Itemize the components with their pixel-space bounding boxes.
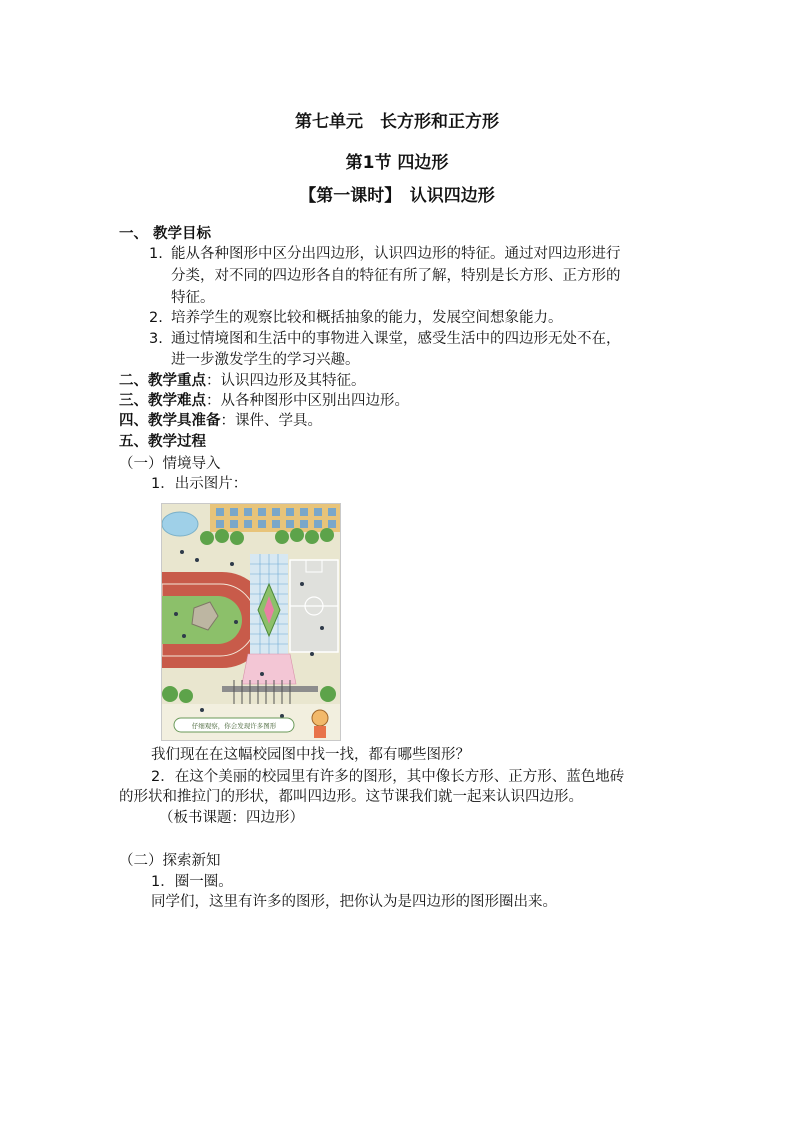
objective-3-line1: 3. 通过情境图和生活中的事物进入课堂，感受生活中的四边形无处不在，	[149, 331, 621, 347]
picture-caption: 仔细观察，你会发现许多图形	[191, 722, 277, 730]
process-heading: 五、教学过程	[119, 434, 206, 450]
question-text: 我们现在在这幅校园图中找一找，都有哪些图形？	[151, 747, 470, 763]
key-point: 二、教学重点：认识四边形及其特征。	[119, 373, 366, 389]
objective-2: 2. 培养学生的观察比较和概括抽象的能力，发展空间想象能力。	[149, 310, 563, 326]
board-note: （板书课题：四边形）	[159, 810, 304, 826]
tools: 四、教学具准备：课件、学具。	[119, 413, 322, 429]
objectives-heading: 一、 教学目标	[119, 226, 212, 242]
objective-3-line2: 进一步激发学生的学习兴趣。	[171, 352, 360, 368]
unit-title: 第七单元 长方形和正方形	[295, 112, 499, 132]
part2-heading: （二）探索新知	[119, 853, 221, 869]
step1-text: 1．出示图片：	[151, 476, 248, 492]
step2-line2: 的形状和推拉门的形状，都叫四边形。这节课我们就一起来认识四边形。	[119, 789, 583, 805]
circle-instruction: 同学们，这里有许多的图形，把你认为是四边形的图形圈出来。	[151, 894, 557, 910]
objective-1-line3: 特征。	[171, 290, 215, 306]
campus-illustration	[161, 503, 341, 741]
objective-1-line2: 分类，对不同的四边形各自的特征有所了解，特别是长方形、正方形的	[171, 268, 621, 284]
lesson-title: 【第一课时】 认识四边形	[299, 186, 495, 206]
step2-line1: 2．在这个美丽的校园里有许多的图形，其中像长方形、正方形、蓝色地砖	[151, 769, 625, 785]
section-title: 第1节 四边形	[345, 153, 449, 173]
circle-step: 1．圈一圈。	[151, 874, 233, 890]
objective-1-line1: 1. 能从各种图形中区分出四边形，认识四边形的特征。通过对四边形进行	[149, 246, 621, 262]
difficulty: 三、教学难点：从各种图形中区别出四边形。	[119, 393, 409, 409]
part1-heading: （一）情境导入	[119, 456, 221, 472]
campus-scene	[162, 504, 340, 740]
